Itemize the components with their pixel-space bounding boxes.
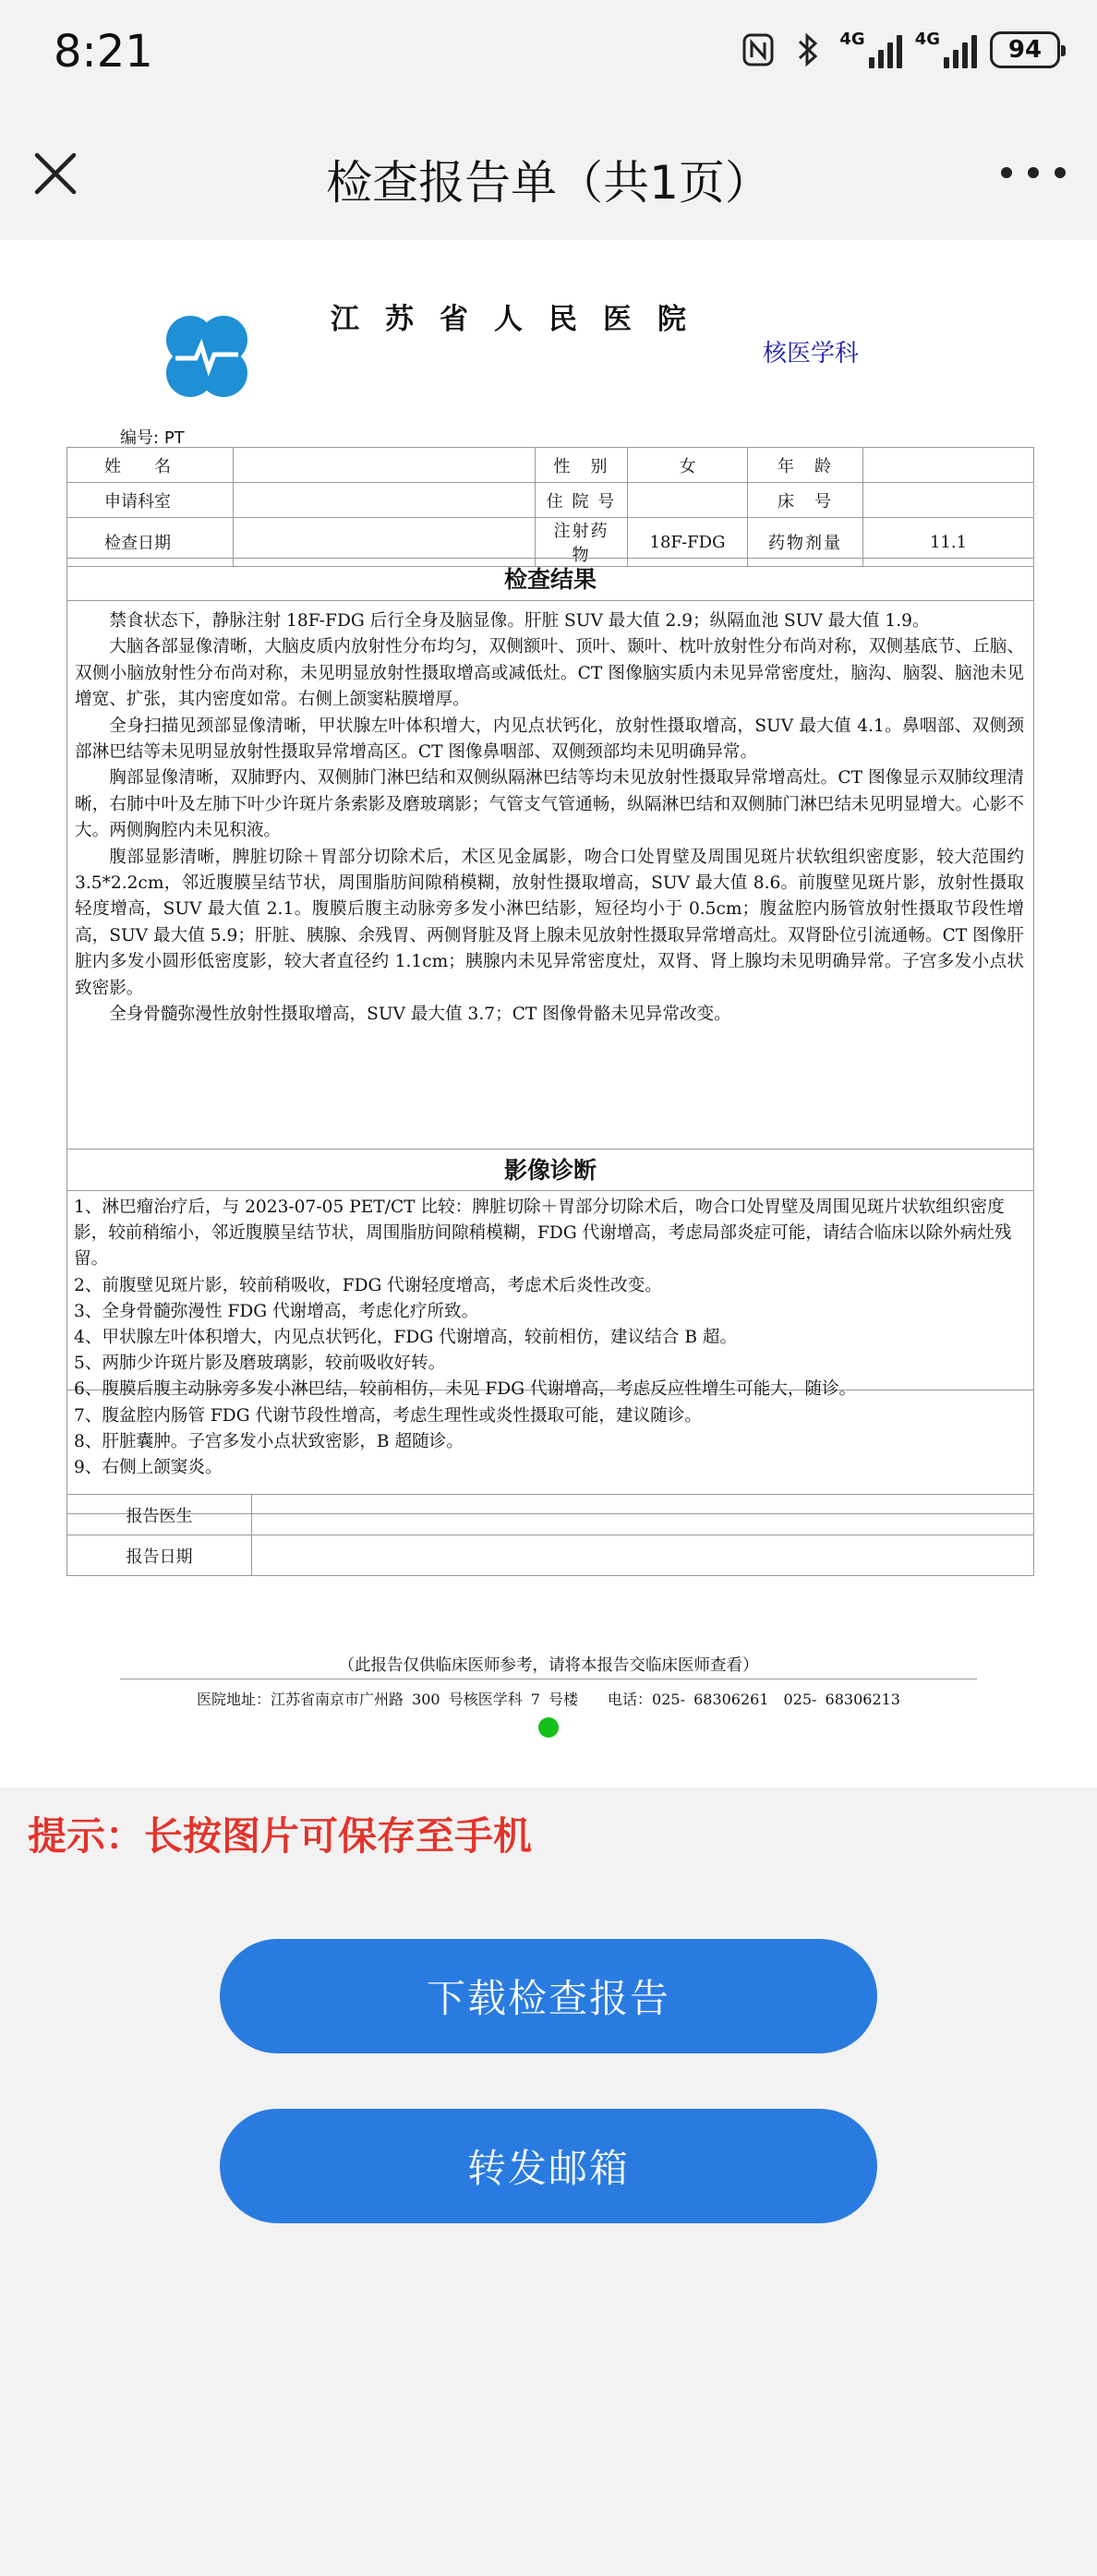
diagnosis-list <box>74 1195 1025 1481</box>
diagnosis-item: 7、腹盆腔内肠管 FDG 代谢节段性增高，考虑生理性或炎性摄取可能，建议随诊。 <box>74 1405 702 1426</box>
findings-paragraph: 全身扫描见颈部显像清晰，甲状腺左叶体积增大，内见点状钙化，放射性摄取增高，SUV 最大值 4.1。鼻咽部、双侧颈部淋巴结等未见明显放射性摄取异常增高区。CT 图像鼻咽部、双侧颈部均未见明确异常。 <box>75 716 1024 763</box>
bluetooth-icon <box>790 31 826 68</box>
findings-paragraph: 胸部显像清晰，双肺野内、双侧肺门淋巴结和双侧纵隔淋巴结等均未见放射性摄取异常增高灶。CT 图像显示双肺纹理清晰，右肺中叶及左肺下叶少许斑片条索影及磨玻璃影；气管支气管通畅，纵隔淋巴结和双侧肺门淋巴结未见明显增大。心影不大。两侧胸腔内未见积液。 <box>75 768 1024 841</box>
diagnosis-item: 4、甲状腺左叶体积增大，内见点状钙化，FDG 代谢增高，较前相仿，建议结合 B 超。 <box>74 1328 738 1348</box>
diagnosis-item: 2、前腹壁见斑片影，较前稍吸收，FDG 代谢轻度增高，考虑术后炎性改变。 <box>74 1275 662 1295</box>
status-icons <box>740 31 1060 68</box>
info-cell: 性 别 <box>536 448 628 483</box>
page-title: 检查报告单（共1页） <box>326 156 771 210</box>
signature-value <box>252 1535 1034 1576</box>
info-cell: 女 <box>628 448 748 483</box>
info-cell <box>234 448 536 483</box>
status-bar <box>0 0 1097 109</box>
more-icon-dot <box>1055 167 1066 178</box>
diagnosis-item: 9、右侧上颌窦炎。 <box>74 1458 223 1478</box>
forward-email-button[interactable]: 转发邮箱 <box>220 2109 877 2223</box>
hospital-logo-icon <box>163 312 251 401</box>
signature-label: 报告医生 <box>67 1495 252 1535</box>
diagnosis-title: 影像诊断 <box>66 1149 1034 1191</box>
info-cell: 申请科室 <box>67 483 234 518</box>
more-button[interactable] <box>1001 150 1066 196</box>
department-name: 核医学科 <box>763 340 860 367</box>
diagnosis-item: 8、肝脏囊肿。子宫多发小点状致密影，B 超随诊。 <box>74 1431 464 1451</box>
more-icon-dot <box>1001 167 1012 178</box>
info-cell <box>863 448 1034 483</box>
info-cell: 床 号 <box>748 483 863 518</box>
download-report-button[interactable]: 下载检查报告 <box>220 1939 877 2053</box>
findings-paragraph: 禁食状态下，静脉注射 18F-FDG 后行全身及脑显像。肝脏 SUV 最大值 2.9；纵隔血池 SUV 最大值 1.9。 <box>109 611 930 631</box>
signature-value <box>252 1495 1034 1535</box>
report-image[interactable] <box>0 240 1097 1788</box>
info-cell <box>234 483 536 518</box>
diagnosis-item: 1、淋巴瘤治疗后，与 2023-07-05 PET/CT 比较：脾脏切除＋胃部分切除术后，吻合口处胃壁及周围见斑片状软组织密度影，较前稍缩小，邻近腹膜呈结节状，周围脂肪间隙稍模糊，FDG 代谢增高，考虑局部炎症可能，请结合临床以除外病灶残留。 <box>74 1198 1012 1270</box>
findings-title: 检查结果 <box>67 559 1033 601</box>
signature-row <box>67 1495 1034 1535</box>
info-cell: 18F-FDG <box>628 518 748 567</box>
info-cell: 姓 名 <box>67 448 234 483</box>
info-cell: 11.1 <box>863 518 1034 567</box>
info-cell <box>863 483 1034 518</box>
findings-paragraph: 全身骨髓弥漫性放射性摄取增高，SUV 最大值 3.7；CT 图像骨骼未见异常改变。 <box>109 1005 731 1025</box>
app-header <box>0 109 1097 240</box>
report-number: 编号: PT <box>120 428 185 448</box>
nfc-icon <box>740 31 777 68</box>
hospital-name: 江苏省人民医院 <box>331 303 712 336</box>
info-cell: 年 龄 <box>748 448 863 483</box>
findings-paragraph: 大脑各部显像清晰，大脑皮质内放射性分布均匀，双侧额叶、顶叶、颞叶、枕叶放射性分布尚对称，双侧基底节、丘脑、双侧小脑放射性分布尚对称，未见明显放射性摄取增高或减低灶。CT 图像脑实质内未见异常密度灶，脑沟、脑裂、脑池未见增宽、扩张，其内密度如常。右侧上颌窦粘膜增厚。 <box>75 637 1024 710</box>
diagnosis-item: 6、腹膜后腹主动脉旁多发小淋巴结，较前相仿，未见 FDG 代谢增高，考虑反应性增生可能大，随诊。 <box>74 1379 857 1400</box>
diagnosis-item: 3、全身骨髓弥漫性 FDG 代谢增高，考虑化疗所致。 <box>74 1301 479 1321</box>
info-row <box>67 448 1034 483</box>
signal-icon-1: 4G <box>839 31 901 68</box>
footer-note: （此报告仅供临床医师参考，请将本报告交临床医师查看） <box>338 1656 759 1675</box>
findings-paragraph: 腹部显影清晰，脾脏切除＋胃部分切除术后，术区见金属影，吻合口处胃壁及周围见斑片状软组织密度影，较大范围约 3.5*2.2cm，邻近腹膜呈结节状，周围脂肪间隙稍模糊，放射性摄取增高，SUV 最大值 8.6。前腹壁见斑片影，放射性摄取轻度增高，SUV 最大值 2.1。腹膜后腹主动脉旁多发小淋巴结影，短径均小于 0.5cm；腹盆腔内肠管放射性摄取节段性增高，SUV 最大值 5.9；肝脏、胰腺、余残胃、两侧肾脏及肾上腺未见放射性摄取异常增高灶。双肾卧位引流通畅。CT 图像肝脏内多发小圆形低密度影，较大者直径约 1.1cm；胰腺内未见异常密度灶，双肾、肾上腺均未见明确异常。子宫多发小点状致密影。 <box>75 847 1024 998</box>
battery-icon: 94 <box>990 31 1060 68</box>
footer-address: 医院地址：江苏省南京市广州路 300 号核医学科 7 号楼 电话：025- 68306261 025- 68306213 <box>196 1691 900 1708</box>
info-row <box>67 483 1034 518</box>
save-hint: 提示：长按图片可保存至手机 <box>28 1813 533 1859</box>
signature-table <box>66 1494 1034 1576</box>
diagnosis-item: 5、两肺少许斑片影及磨玻璃影，较前吸收好转。 <box>74 1354 446 1374</box>
patient-info-table <box>66 447 1034 567</box>
info-cell: 住 院 号 <box>536 483 628 518</box>
signature-label: 报告日期 <box>67 1535 252 1576</box>
findings-body <box>67 601 1033 1029</box>
page-indicator <box>538 1717 559 1738</box>
more-icon-dot <box>1028 167 1039 178</box>
info-cell: 检查日期 <box>67 518 234 567</box>
status-time: 8:21 <box>54 26 153 78</box>
info-cell <box>628 483 748 518</box>
signature-row <box>67 1535 1034 1576</box>
info-cell: 药物剂量 <box>748 518 863 567</box>
signal-icon-2: 4G <box>915 31 977 68</box>
info-cell: 注射药物 <box>536 518 628 567</box>
